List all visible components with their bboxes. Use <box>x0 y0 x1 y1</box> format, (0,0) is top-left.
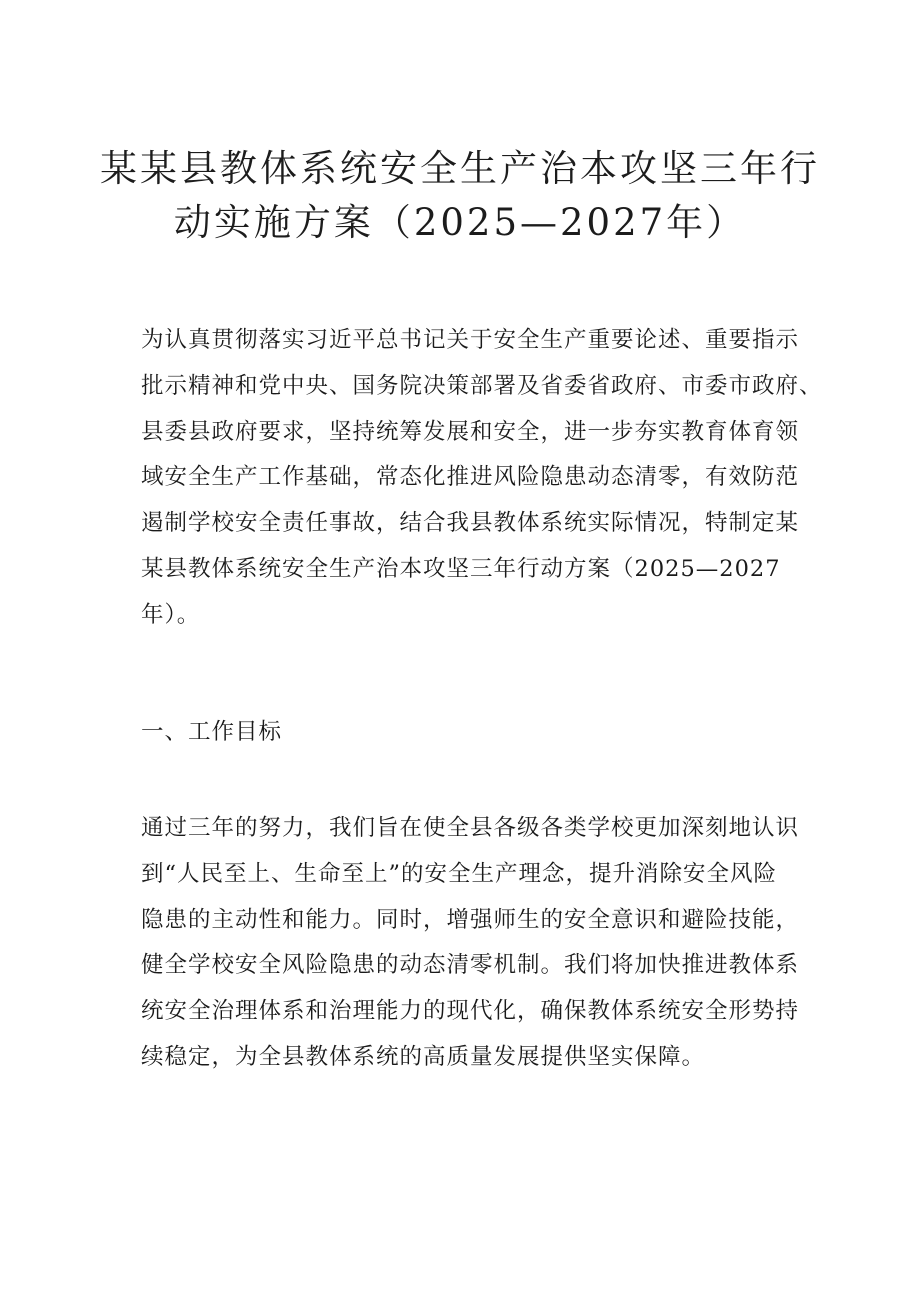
goal-line: 到“人民至上、生命至上”的安全生产理念，提升消除安全风险 <box>141 860 778 887</box>
goal-paragraph <box>141 806 800 1081</box>
intro-line: 遏制学校安全责任事故，结合我县教体系统实际情况，特制定某 <box>141 510 800 537</box>
document-title-line-2: 动实施方案（2025—2027年） <box>173 201 747 244</box>
goal-line: 统安全治理体系和治理能力的现代化，确保教体系统安全形势持 <box>141 998 800 1025</box>
goal-line: 隐患的主动性和能力。同时，增强师生的安全意识和避险技能， <box>141 906 800 933</box>
goal-line: 续稳定，为全县教体系统的高质量发展提供坚实保障。 <box>141 1043 706 1070</box>
intro-line: 批示精神和党中央、国务院决策部署及省委省政府、市委市政府、 <box>141 372 823 399</box>
intro-line: 县委县政府要求，坚持统筹发展和安全，进一步夯实教育体育领 <box>141 418 800 445</box>
document-title-line-1: 某某县教体系统安全生产治本攻坚三年行 <box>100 147 820 190</box>
section-heading-work-goals: 一、工作目标 <box>141 719 283 745</box>
intro-line: 为认真贯彻落实习近平总书记关于安全生产重要论述、重要指示 <box>141 327 800 353</box>
goal-line: 通过三年的努力，我们旨在使全县各级各类学校更加深刻地认识 <box>141 815 800 841</box>
intro-line: 域安全生产工作基础，常态化推进风险隐患动态清零，有效防范 <box>141 464 800 491</box>
intro-line: 某县教体系统安全生产治本攻坚三年行动方案（2025—2027 <box>141 555 781 582</box>
intro-paragraph <box>141 318 823 639</box>
goal-line: 健全学校安全风险隐患的动态清零机制。我们将加快推进教体系 <box>141 952 800 979</box>
intro-line: 年）。 <box>141 601 201 628</box>
